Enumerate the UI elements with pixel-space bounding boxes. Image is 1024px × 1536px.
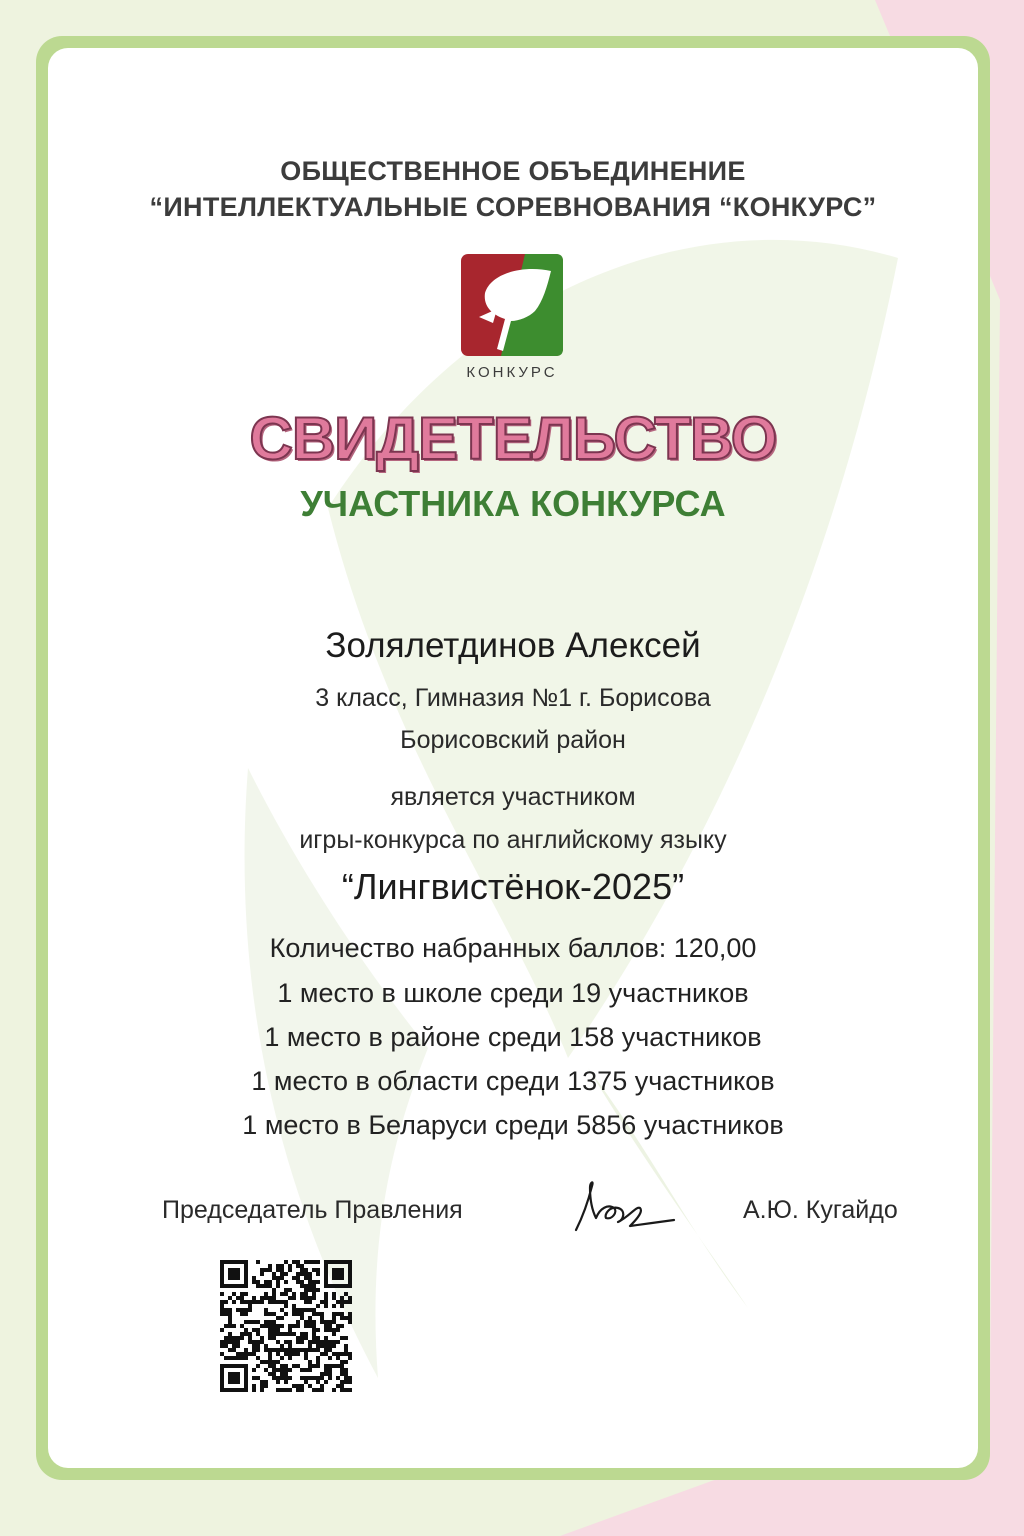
chairman-name: А.Ю. Кугайдо (743, 1196, 898, 1224)
country-rank: 1 место в Беларуси среди 5856 участников (242, 1110, 784, 1140)
participation-statement: является участником (390, 783, 636, 811)
school-rank: 1 место в школе среди 19 участников (277, 978, 749, 1008)
organization-name-line2: “ИНТЕЛЛЕКТУАЛЬНЫЕ СОРЕВНОВАНИЯ “КОНКУРС” (149, 192, 877, 222)
qr-code-icon (220, 1260, 352, 1392)
region-rank: 1 место в области среди 1375 участников (251, 1066, 775, 1096)
contest-name: “Лингвистёнок-2025” (341, 866, 685, 907)
contest-description: игры-конкурса по английскому языку (299, 826, 727, 854)
participant-name: Золялетдинов Алексей (325, 626, 701, 665)
certificate-subtitle: УЧАСТНИКА КОНКУРСА (300, 483, 726, 524)
participant-district: Борисовский район (400, 726, 626, 754)
district-rank: 1 место в районе среди 158 участников (264, 1022, 762, 1052)
certificate-title: СВИДЕТЕЛЬСТВО (249, 405, 777, 472)
svg-text:КОНКУРС: КОНКУРС (466, 364, 558, 381)
score-result: Количество набранных баллов: 120,00 (269, 933, 757, 963)
handwritten-signature (570, 1178, 678, 1238)
organization-name-line1: ОБЩЕСТВЕННОЕ ОБЪЕДИНЕНИЕ (280, 156, 746, 186)
participant-class-school: 3 класс, Гимназия №1 г. Борисова (315, 684, 711, 712)
konkurs-leaf-logo-icon (453, 251, 571, 383)
certificate-sheet (48, 48, 978, 1468)
chairman-title: Председатель Правления (162, 1196, 463, 1224)
